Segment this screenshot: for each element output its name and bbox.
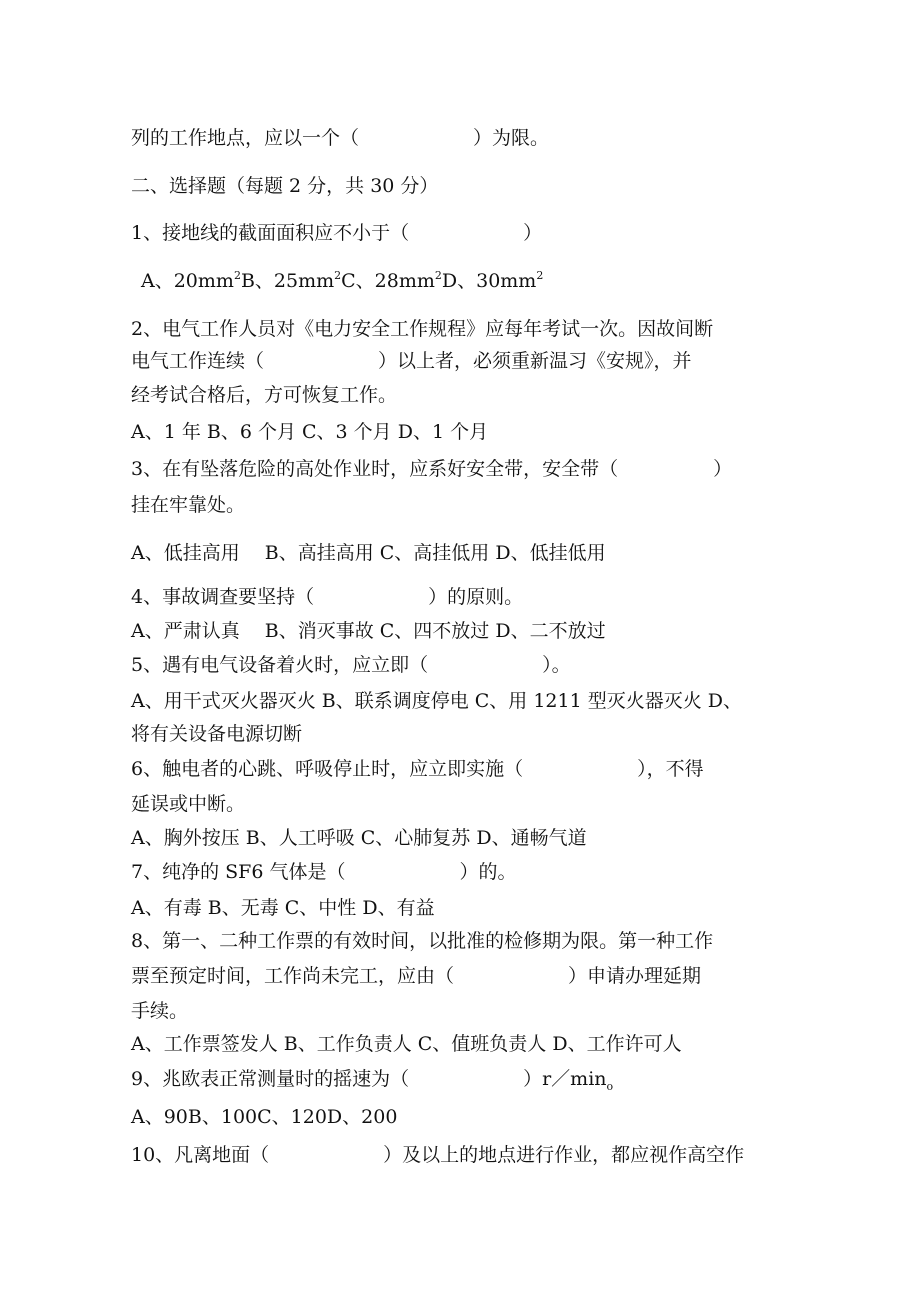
question-line: 3、在有坠落危险的高处作业时，应系好安全带，安全带（ ） — [131, 458, 733, 480]
question-line: 7、纯净的 SF6 气体是（ ）的。 — [131, 861, 517, 883]
options-line: A、工作票签发人 B、工作负责人 C、值班负责人 D、工作许可人 — [131, 1033, 682, 1055]
question-line: 挂在牢靠处。 — [131, 494, 246, 516]
question-line: 1、接地线的截面面积应不小于（ ） — [131, 222, 543, 244]
question-line: 10、凡离地面（ ）及以上的地点进行作业，都应视作高空作 — [131, 1144, 745, 1166]
question-line: 经考试合格后，方可恢复工作。 — [131, 384, 398, 406]
options-line: A、胸外按压 B、人工呼吸 C、心肺复苏 D、通畅气道 — [131, 827, 587, 849]
question-line: 8、第一、二种工作票的有效时间，以批准的检修期为限。第一种工作 — [131, 930, 714, 952]
question-line: 电气工作连续（ ）以上者，必须重新温习《安规》，并 — [131, 350, 692, 372]
question-line: 票至预定时间，工作尚未完工，应由（ ）申请办理延期 — [131, 965, 702, 987]
options-line: A、低挂高用 B、高挂高用 C、高挂低用 D、低挂低用 — [131, 542, 606, 564]
section-heading: 二、选择题（每题 2 分，共 30 分） — [131, 175, 439, 197]
options-line: A、1 年 B、6 个月 C、3 个月 D、1 个月 — [131, 421, 489, 443]
options-line: A、严肃认真 B、消灭事故 C、四不放过 D、二不放过 — [131, 620, 606, 642]
options-line: 将有关设备电源切断 — [131, 723, 303, 745]
question-line: 9、兆欧表正常测量时的摇速为（ ）$r/\min_o$ — [131, 1068, 614, 1093]
question-line: 2、电气工作人员对《电力安全工作规程》应每年考试一次。因故间断 — [131, 318, 714, 340]
question-line: 4、事故调查要坚持（ ）的原则。 — [131, 586, 524, 608]
options-line: A、用干式灭火器灭火 B、联系调度停电 C、用 1211 型灭火器灭火 D、 — [131, 690, 743, 712]
options-line: A、有毒 B、无毒 C、中性 D、有益 — [131, 897, 435, 919]
question-line: 延误或中断。 — [131, 793, 246, 815]
options-line: A、$20mm^2B$、$25mm^2C$、$28mm^2D$、$30mm^2$ — [141, 269, 544, 292]
text-line: 列的工作地点，应以一个（ ）为限。 — [131, 127, 550, 149]
question-line: 5、遇有电气设备着火时，应立即（ ）。 — [131, 654, 571, 676]
question-line: 手续。 — [131, 1000, 189, 1022]
question-line: 6、触电者的心跳、呼吸停止时，应立即实施（ ），不得 — [131, 758, 704, 780]
options-line: A、90B、100C、120D、200 — [131, 1106, 398, 1128]
